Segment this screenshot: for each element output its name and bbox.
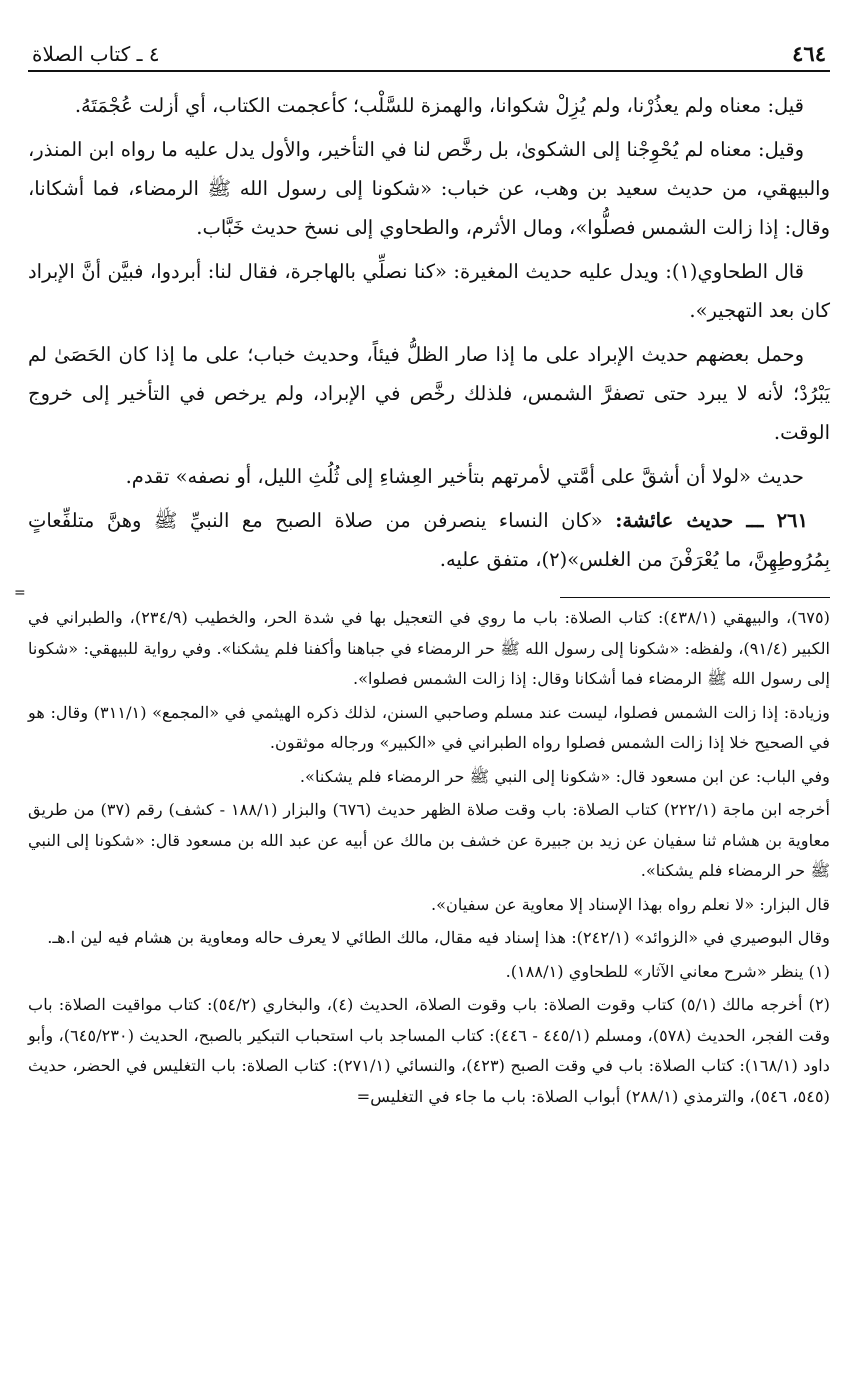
continued-from-mark: = [14, 585, 26, 601]
footnote-2 [28, 990, 830, 1112]
footnote-busiri: وقال البوصيري في «الزوائد» (٢٤٢/١): هذا إسناد فيه مقال، مالك الطائي لا يعرف حاله ومعاوية بن هشام فيه لين ا.هـ. [47, 928, 830, 947]
hadith-name: حديث عائشة: [615, 509, 734, 532]
footnote-continued: (٦٧٥)، والبيهقي (٤٣٨/١): كتاب الصلاة: باب ما روي في التعجيل بها في شدة الحر، والخطيب (٢٣٤/٩)، والطبراني في الكبير (٩١/٤)، ولفظه: «شكونا إلى رسول الله ﷺ حر الرمضاء في جباهنا وأكفنا فلم يشكنا». وفي رواية للبيهقي: «شكونا إلى رسول الله ﷺ الرمضاء فما أشكانا وقال: إذا زالت الشمس فصلوا». [28, 608, 830, 688]
hadith-dash: ـــ [733, 509, 777, 532]
paragraph-5: حديث «لولا أن أشقَّ على أمَّتي لأمرتهم بتأخير العِشاءِ إلى ثُلُثِ الليل، أو نصفه» تقدم. [125, 465, 804, 488]
footnote-bazzar: قال البزار: «لا نعلم رواه بهذا الإسناد إلا معاوية عن سفيان». [430, 894, 830, 914]
footnote-separator [14, 585, 830, 601]
separator-line [560, 597, 830, 598]
main-text [28, 86, 830, 579]
paragraph-4: وحمل بعضهم حديث الإبراد على ما إذا صار الظلُّ فيئاً، وحديث خباب؛ على ما إذا كان الحَصَىٰ لم يَبْرُدْ؛ لأنه لا يبرد حتى تصفرَّ الشمس، فلذلك رخَّص في الإبراد، ولم يرخص في التأخير إلى خروج الوقت. [28, 343, 830, 444]
hadith-number: ٢٦١ [776, 509, 808, 532]
hadith-text: «كان النساء ينصرفن من صلاة الصبح مع النبيِّ ﷺ وهنَّ متلفِّعاتٍ بِمُرُوطِهِنَّ، ما يُعْرَفْنَ من الغلس»(٢)، متفق عليه. [28, 509, 830, 571]
paragraph-2: وقيل: معناه لم يُحْوِجْنا إلى الشكوىٰ، بل رخَّص لنا في التأخير، والأول يدل عليه ما رواه ابن المنذر، والبيهقي، من حديث سعيد بن وهب، عن خباب: «شكونا إلى رسول الله ﷺ الرمضاء، فما أشكانا، وقال: إذا زالت الشمس فصلُّوا»، ومال الأثرم، والطحاوي إلى نسخ حديث خَبَّاب. [28, 138, 830, 239]
paragraph-3: قال الطحاوي(١): ويدل عليه حديث المغيرة: «كنا نصلِّي بالهاجرة، فقال لنا: أبردوا، فبيَّن أنَّ الإبراد كان بعد التهجير». [28, 260, 830, 322]
page-number: ٤٦٤ [792, 41, 826, 66]
continues-mark: = [356, 1086, 371, 1106]
paragraph-1: قيل: معناه ولم يعذُرْنا، ولم يُزِلْ شكوانا، والهمزة للسَّلْب؛ كأعجمت الكتاب، أي أزلت عُجْمَتَهُ. [74, 94, 804, 117]
footnote-2-text: (٢) أخرجه مالك (٥/١) كتاب وقوت الصلاة: باب وقوت الصلاة، الحديث (٤)، والبخاري (٥٤/٢): كتاب مواقيت الصلاة: باب وقت الفجر، الحديث (٥٧٨)، ومسلم (٤٤٥/١ - ٤٤٦): كتاب المساجد باب استحباب التبكير بالصبح، الحديث (٦٤٥/٢٣٠)، وأبو داود (١٦٨/١): كتاب الصلاة: باب في وقت الصبح (٤٢٣)، والنسائي (٢٧١/١): كتاب الصلاة: باب التغليس في الحضر، حديث (٥٤٥، ٥٤٦)، والترمذي (٢٨٨/١) أبواب الصلاة: باب ما جاء في التغليس [28, 995, 831, 1106]
footnote-1: (١) ينظر «شرح معاني الآثار» للطحاوي (١٨٨/١). [505, 961, 830, 981]
chapter-title: ٤ ـ كتاب الصلاة [32, 42, 160, 66]
footnote-addition: وزيادة: إذا زالت الشمس فصلوا، ليست عند مسلم وصاحبي السنن، لذلك ذكره الهيثمي في «المجمع» (٣١١/١) وقال: هو في الصحيح خلا إذا زالت الشمس فصلوا رواه الطبراني في «الكبير» ورجاله موثقون. [28, 702, 830, 752]
footnote-ibn-majah: أخرجه ابن ماجة (٢٢٢/١) كتاب الصلاة: باب وقت صلاة الظهر حديث (٦٧٦) والبزار (١٨٨/١ - كشف) رقم (٣٧) من طريق معاوية بن هشام ثنا سفيان عن زيد بن جبيرة عن خشف بن مالك عن أبيه عن عبد الله بن مسعود قال: «شكونا إلى النبي ﷺ حر الرمضاء فلم يشكنا». [28, 800, 830, 880]
footnotes [28, 603, 830, 1112]
book-page [14, 30, 831, 1115]
footnote-chapter: وفي الباب: عن ابن مسعود قال: «شكونا إلى النبي ﷺ حر الرمضاء فلم يشكنا». [299, 766, 830, 786]
hadith-entry [28, 501, 830, 579]
running-header [28, 30, 830, 72]
